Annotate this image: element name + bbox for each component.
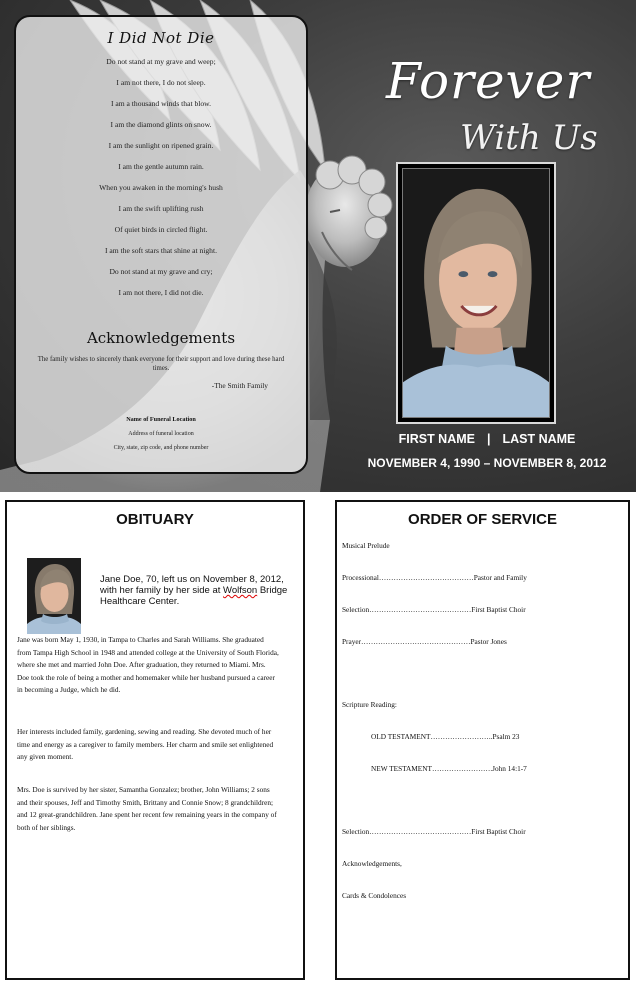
obituary-lead [100,574,300,607]
acknowledgements-text: The family wishes to sincerely thank everyone for their support and love during these hard times. [37,356,285,372]
poem-line: When you awaken in the morning's hush [99,183,223,192]
program-cover [0,0,636,492]
obituary-paragraph: Mrs. Doe is survived by her sister, Samantha Gonzalez; brother, John Williams; 2 sons and their spouses, Jeff and Timothy Smith, Brittany and Connie Snow; 8 grandchildren; and 12 great-grandchildren. Jane spent her recent few remaining years in the company of both of her siblings. [17,785,277,832]
poem-lines [16,51,306,303]
service-item: Musical Prelude [342,541,390,550]
obituary-lead-misspelled: Wolfson [223,585,258,596]
service-item: NEW TESTAMENT…………………….John 14:1-7 [371,764,527,773]
poem-title: I Did Not Die [107,29,215,47]
service-item: Selection……………………………………First Baptist Choir [342,605,526,614]
funeral-location-city: City, state, zip code, and phone number [113,445,209,451]
service-item: Selection……………………………………First Baptist Choir [342,827,526,836]
obituary-paragraph: Her interests included family, gardening, sewing and reading. She devoted much of her time and energy as a caregiver to family members. Her charm and smile set enlightened any given moment. [17,727,274,762]
portrait-photo [402,168,550,418]
poem-line: Do not stand at my grave and cry; [109,267,213,276]
name-separator: | [486,432,491,446]
obituary-lead-part: Jane Doe, 70, left us on November 8, 2012, with her family by her side at [100,574,284,596]
poem-line: I am the diamond glints on snow. [110,120,212,129]
poem-line: I am a thousand winds that blow. [110,99,212,108]
first-name: FIRST NAME [398,432,475,446]
obituary-paragraph: Jane was born May 1, 1930, in Tampa to Charles and Sarah Williams. She graduated from Tampa High School in 1948 and attended college at the University of South Florida, where she met and married John Doe. After graduation, they returned to Miami. Mrs. Doe took the role of being a mother and homemaker while her husband pursued a career in becoming a Judge, which he did. [17,635,279,695]
service-item: Processional…………………………………Pastor and Family [342,573,527,582]
service-item: OLD TESTAMENT……………………..Psalm 23 [371,732,520,741]
heading-with-us: With Us [460,118,598,158]
funeral-location-address: Address of funeral location [128,431,194,437]
poem-panel [14,15,308,474]
poem-line: I am not there, I do not sleep. [116,78,206,87]
poem-line: I am the soft stars that shine at night. [105,246,217,255]
poem-line: I am the swift uplifting rush [118,204,204,213]
service-item: Cards & Condolences [342,891,407,900]
heading-forever: Forever [386,52,591,110]
last-name: LAST NAME [502,432,576,446]
service-item: Prayer………………………………………Pastor Jones [342,637,507,646]
obituary-lead-part: Bridge Healthcare Center. [100,585,288,607]
acknowledgements-signature: -The Smith Family [211,381,268,390]
obituary-panel [5,500,305,980]
deceased-name [362,432,612,446]
poem-line: Of quiet birds in circled flight. [114,225,208,234]
poem-line: I am the gentle autumn rain. [118,162,204,171]
order-of-service-title: ORDER OF SERVICE [408,511,557,528]
portrait-frame [396,162,556,424]
poem-line: I am the sunlight on ripened grain. [108,141,214,150]
obituary-title: OBITUARY [116,511,194,528]
funeral-location-name: Name of Funeral Location [126,416,196,423]
life-dates: NOVEMBER 4, 1990 – NOVEMBER 8, 2012 [367,456,607,470]
service-item: Scripture Reading: [342,700,397,709]
order-of-service-panel [335,500,630,980]
poem-line: Do not stand at my grave and weep; [106,57,216,66]
obituary-photo [27,558,81,634]
service-item: Acknowledgements, [342,859,402,868]
acknowledgements-title: Acknowledgements [86,329,236,347]
poem-line: I am not there, I did not die. [118,288,204,297]
